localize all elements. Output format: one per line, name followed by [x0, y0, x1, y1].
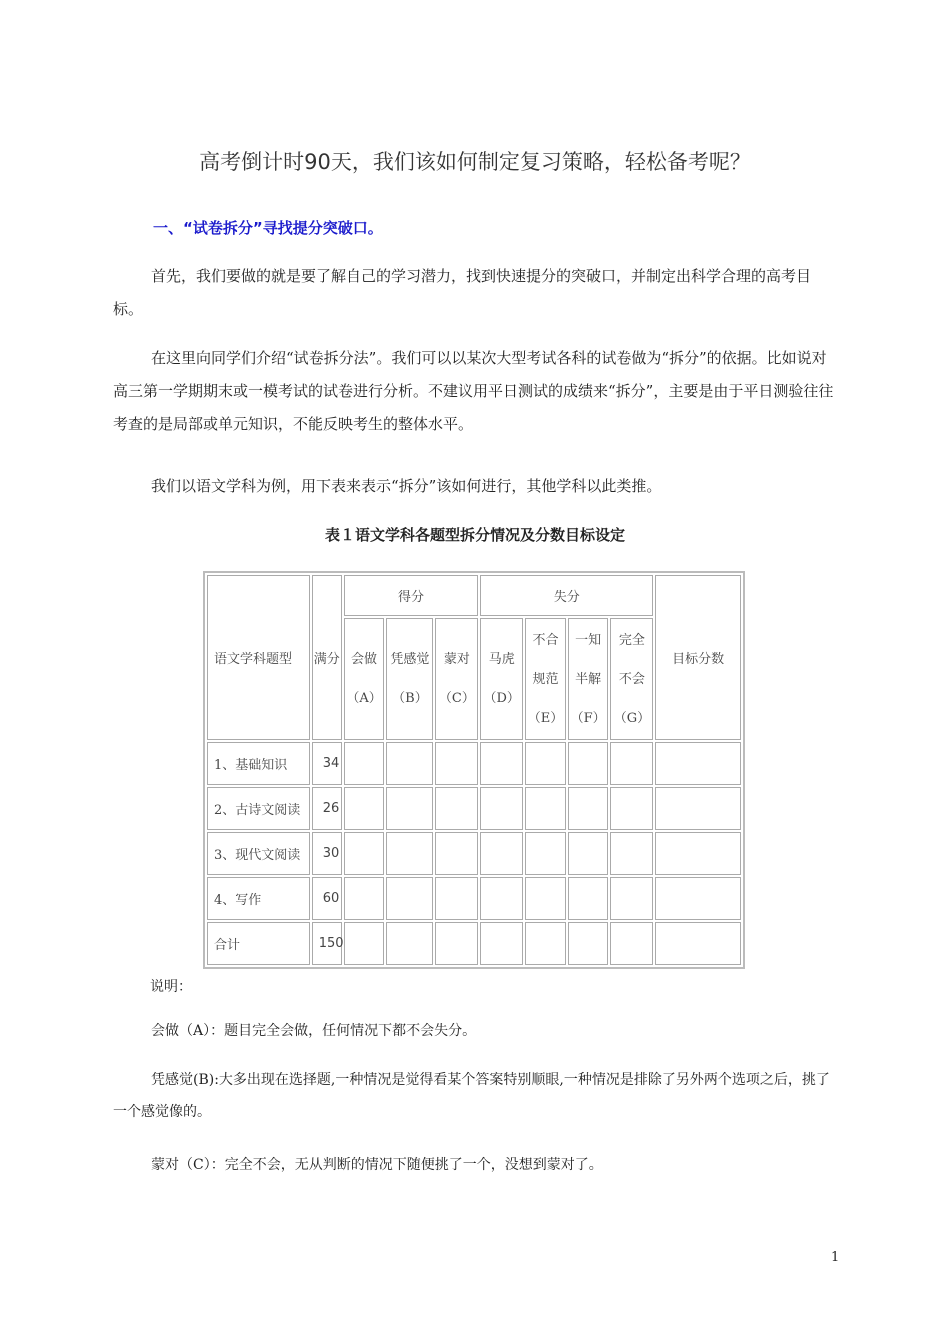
row-score: 34 [312, 742, 342, 785]
paragraph-2: 在这里向同学们介绍“试卷拆分法”。我们可以以某次大型考试各科的试卷做为“拆分”的依据。比如说对高三第一学期期末或一模考试的试卷进行分析。不建议用平日测试的成绩来“拆分”，主要是由于平日测验往往考查的是局部或单元知识，不能反映考生的整体水平。 [113, 349, 834, 433]
page-title: 高考倒计时90天，我们该如何制定复习策略，轻松备考呢？ [199, 150, 751, 174]
row-score: 26 [312, 787, 342, 830]
row-label: 4、写作 [207, 877, 310, 920]
table-row [207, 832, 741, 875]
score-table [205, 573, 743, 967]
header-col-c: 蒙对 （C） [435, 618, 478, 741]
note-item-a: 会做（A）：题目完全会做，任何情况下都不会失分。 [151, 1023, 477, 1039]
table-row [207, 787, 741, 830]
row-label: 1、基础知识 [207, 742, 310, 785]
header-col-e: 不合 规范 （E） [525, 618, 566, 741]
header-target: 目标分数 [655, 575, 741, 740]
row-label: 合计 [207, 922, 310, 965]
table-row [207, 877, 741, 920]
table-row [207, 742, 741, 785]
table-caption: 表１语文学科各题型拆分情况及分数目标设定 [324, 526, 625, 544]
note-item-c: 蒙对（C）：完全不会，无从判断的情况下随便挑了一个，没想到蒙对了。 [151, 1157, 603, 1173]
paragraph-3: 我们以语文学科为例，用下表来表示“拆分”该如何进行，其他学科以此类推。 [151, 477, 662, 495]
page-number: 1 [831, 1250, 840, 1265]
header-subject: 语文学科题型 [207, 575, 310, 740]
table-row-total [207, 922, 741, 965]
header-gain: 得分 [344, 575, 479, 616]
row-label: 3、现代文阅读 [207, 832, 310, 875]
header-col-f: 一知 半解 （F） [568, 618, 609, 741]
header-loss: 失分 [480, 575, 653, 616]
score-table-frame [203, 571, 745, 969]
header-col-g: 完全 不会 （G） [610, 618, 653, 741]
header-col-b: 凭感觉 （B） [386, 618, 433, 741]
section-heading: 一、“试卷拆分”寻找提分突破口。 [153, 219, 383, 237]
note-item-b: 凭感觉(B):大多出现在选择题,一种情况是觉得看某个答案特别顺眼,一种情况是排除了另外两个选项之后，挑了一个感觉像的。 [113, 1072, 830, 1120]
row-score: 150 [312, 922, 342, 965]
notes-label: 说明： [150, 979, 192, 995]
row-label: 2、古诗文阅读 [207, 787, 310, 830]
header-full: 满分 [312, 575, 342, 740]
header-col-d: 马虎 （D） [480, 618, 523, 741]
header-col-a: 会做 （A） [344, 618, 385, 741]
row-score: 30 [312, 832, 342, 875]
paragraph-1: 首先，我们要做的就是要了解自己的学习潜力，找到快速提分的突破口，并制定出科学合理的高考目标。 [113, 267, 812, 318]
row-score: 60 [312, 877, 342, 920]
